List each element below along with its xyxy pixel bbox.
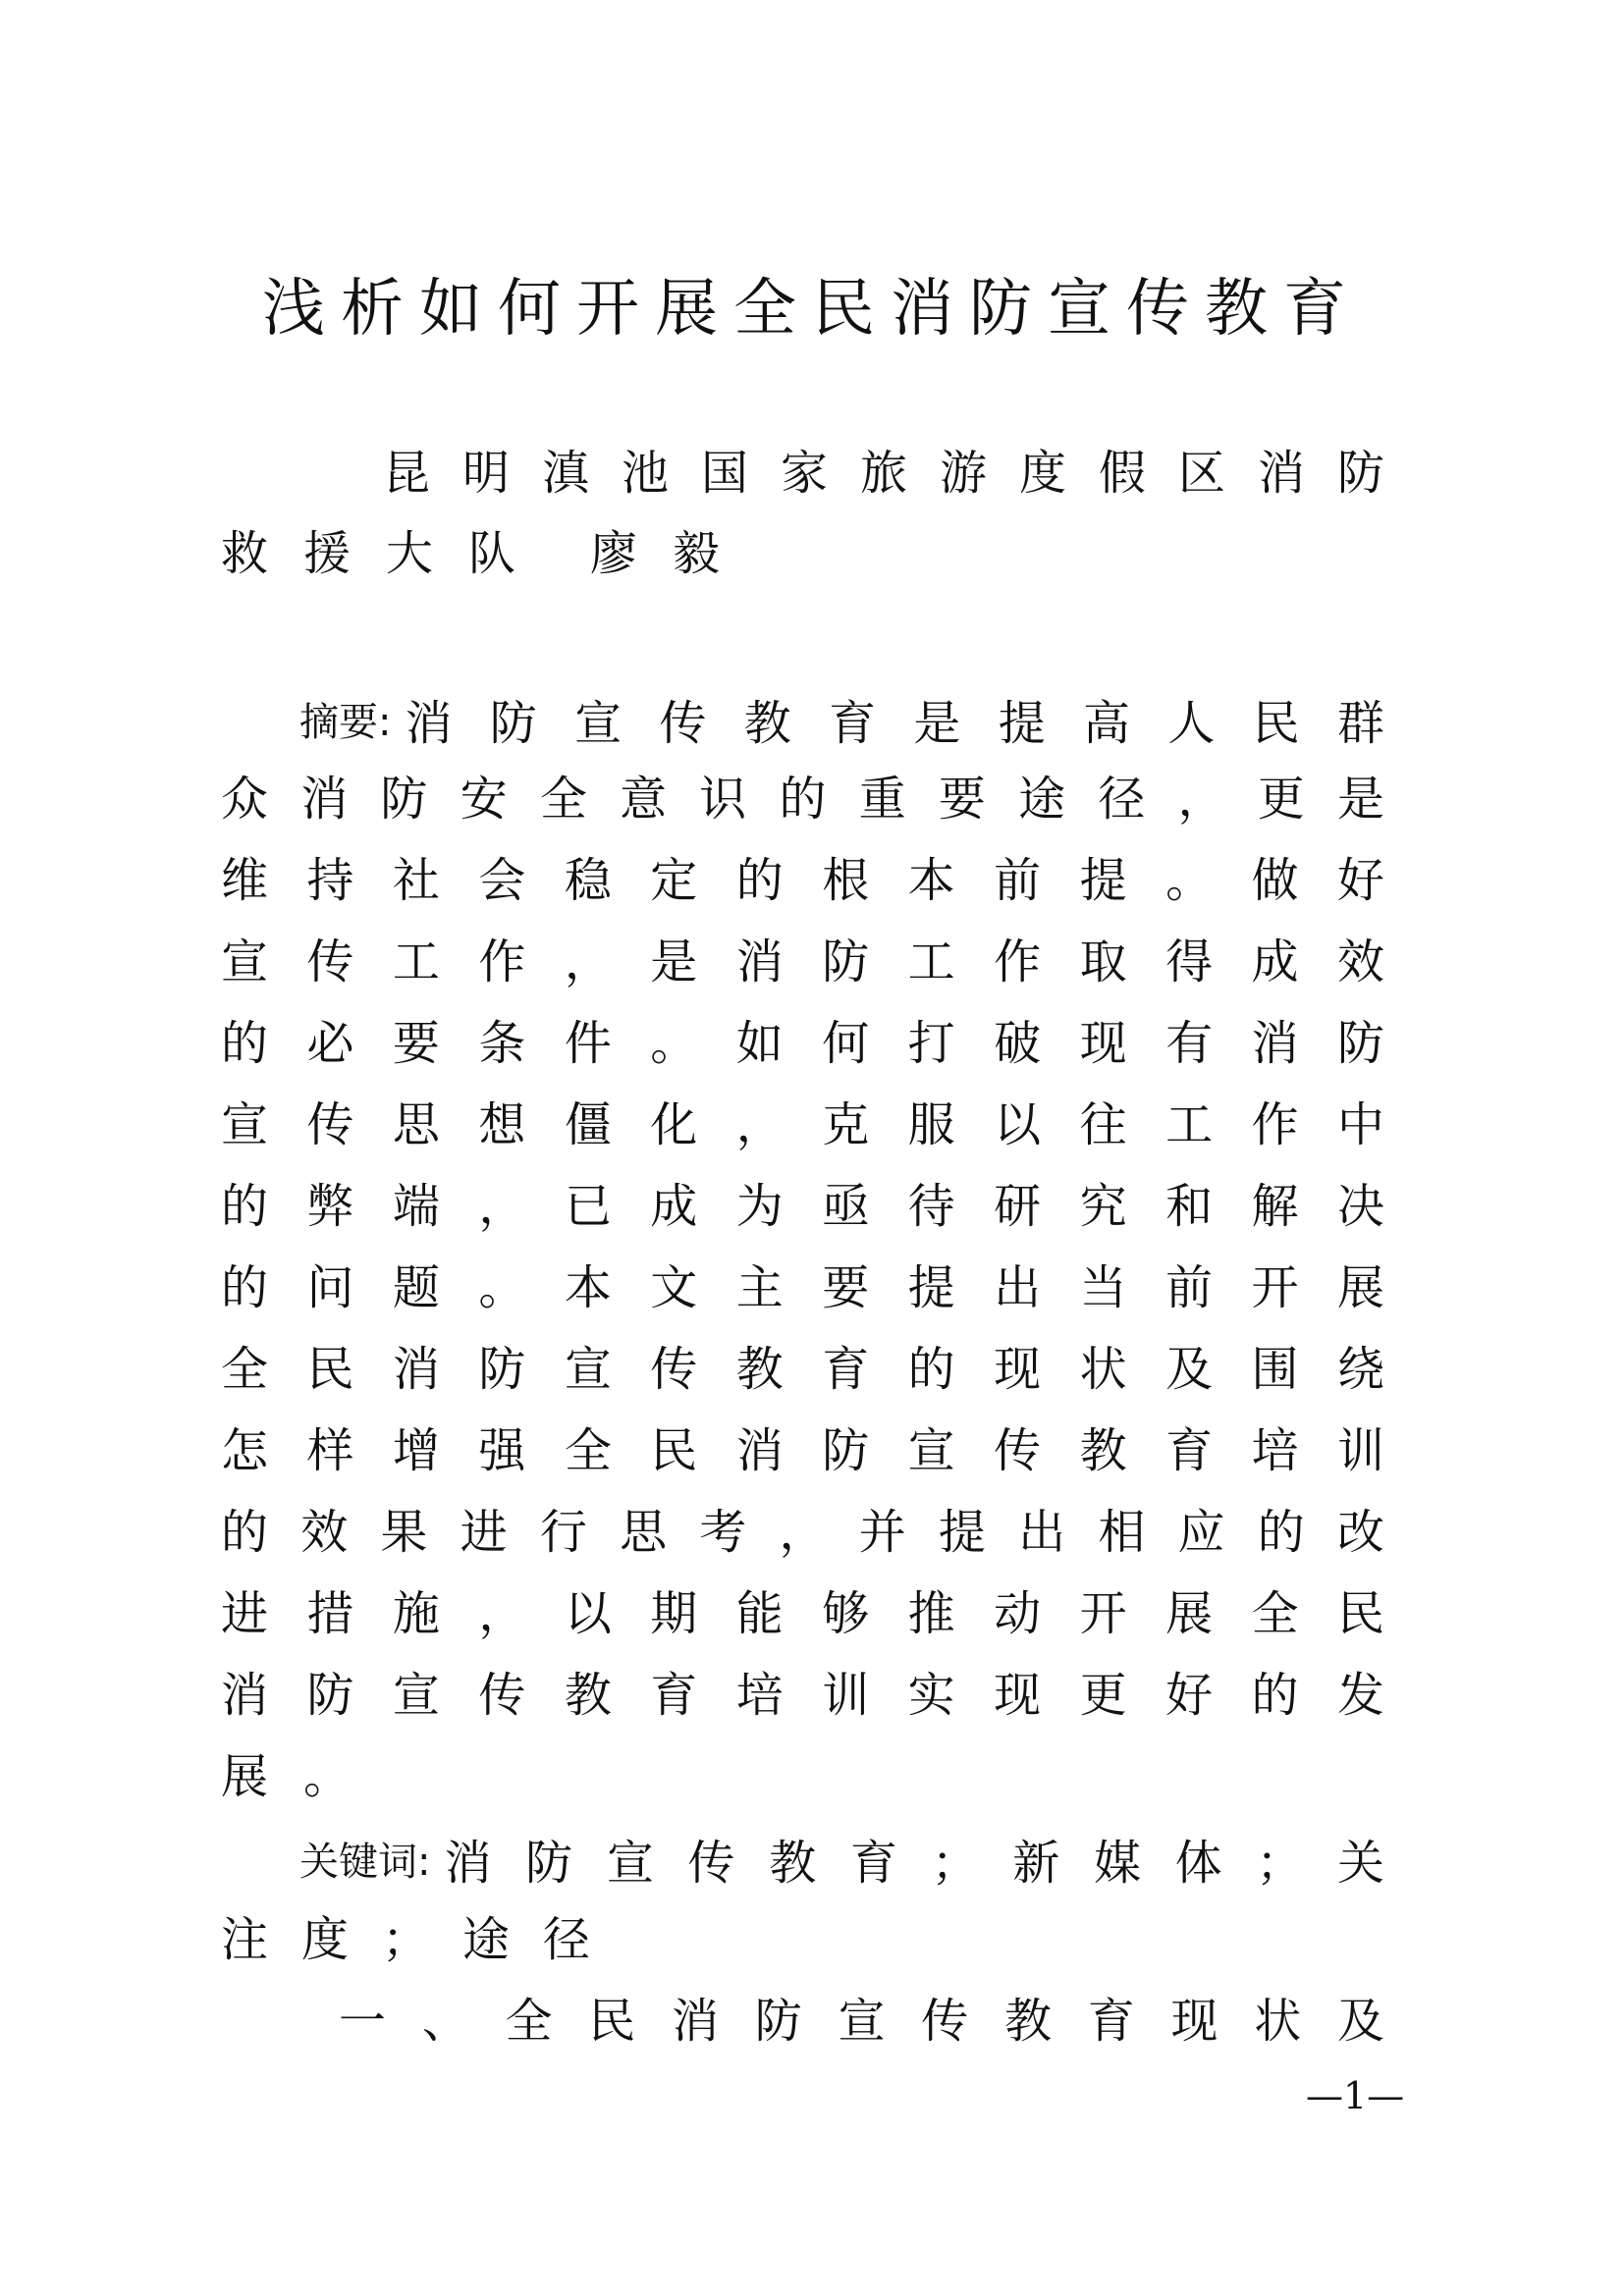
abstract-line: 的弊端，已成为亟待研究和解决 (221, 1179, 1384, 1234)
abstract-label: 摘要: (299, 699, 392, 745)
abstract-line: 的必要条件。如何打破现有消防 (221, 1016, 1384, 1071)
author-affiliation: 昆明滇池国家旅游度假区消防 (383, 446, 1384, 501)
abstract-line: 怎样增强全民消防宣传教育培训 (221, 1423, 1384, 1478)
author-name: 廖毅 (590, 526, 756, 581)
abstract-line: 展。 (221, 1749, 387, 1804)
abstract-line: 的问题。本文主要提出当前开展 (221, 1260, 1384, 1315)
keywords-label: 关键词: (299, 1839, 431, 1885)
abstract-line: 的效果进行思考，并提出相应的改 (221, 1505, 1384, 1560)
abstract-line: 众消防安全意识的重要途径，更是 (221, 772, 1384, 827)
abstract-line: 全民消防宣传教育的现状及围绕 (221, 1342, 1384, 1397)
abstract-line: 消防宣传教育培训实现更好的发 (221, 1668, 1384, 1723)
author-line-2 (221, 512, 755, 595)
abstract-line: 进措施，以期能够推动开展全民 (221, 1586, 1384, 1641)
section-heading: 一、全民消防宣传教育现状及 (339, 1994, 1384, 2049)
abstract-line: 维持社会稳定的根本前提。做好 (221, 853, 1384, 908)
abstract-first-line (299, 677, 1384, 760)
keywords-continuation: 注度；途径 (221, 1912, 624, 1967)
keywords-text: 消防宣传教育；新媒体；关 (444, 1835, 1384, 1891)
author-unit: 救援大队 (221, 526, 552, 581)
abstract-line: 宣传思想僵化，克服以往工作中 (221, 1097, 1384, 1152)
keywords-first-line (299, 1817, 1384, 1899)
page-number: —1— (1306, 2074, 1405, 2117)
author-line-1 (383, 432, 1384, 514)
abstract-line: 消防宣传教育是提高人民群 (405, 695, 1384, 751)
document-title: 浅析如何开展全民消防宣传教育 (262, 273, 1362, 346)
abstract-line: 宣传工作，是消防工作取得成效 (221, 934, 1384, 989)
